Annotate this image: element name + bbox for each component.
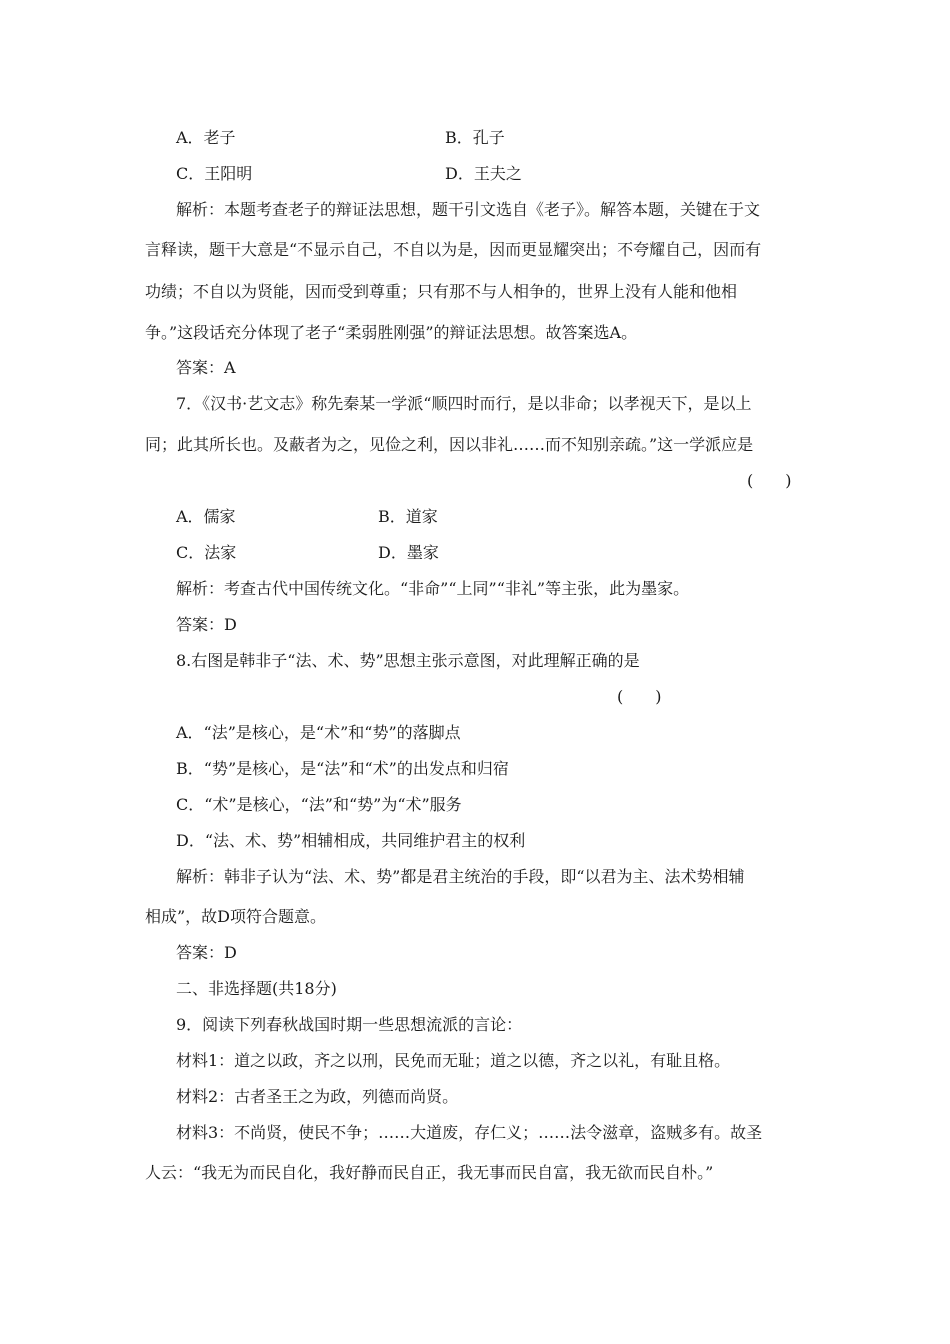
q6-option-d: D．王夫之 [445, 164, 522, 183]
q7-stem-line: 7．《汉书·艺文志》称先秦某一学派“顺四时而行，是以非命；以孝视天下，是以上 [176, 394, 752, 413]
q6-option-c: C．王阳明 [176, 164, 253, 183]
q7-option-b: B．道家 [378, 507, 438, 526]
q7-analysis: 解析：考查古代中国传统文化。“非命”“上同”“非礼”等主张，此为墨家。 [176, 579, 690, 598]
q9-material-3-continued: 人云：“我无为而民自化，我好静而民自正，我无事而民自富，我无欲而民自朴。” [145, 1163, 714, 1182]
q8-analysis-line: 相成”，故D项符合题意。 [145, 907, 327, 926]
q8-answer-bracket: ( ) [617, 687, 662, 706]
q8-stem: 8.右图是韩非子“法、术、势”思想主张示意图，对此理解正确的是 [176, 651, 640, 670]
q9-material-3: 材料3：不尚贤，使民不争；……大道废，存仁义；……法令滋章，盗贼多有。故圣 [176, 1123, 763, 1142]
q7-answer-bracket: ( ) [747, 471, 792, 490]
q9-material-1: 材料1：道之以政，齐之以刑，民免而无耻；道之以德，齐之以礼，有耻且格。 [176, 1051, 731, 1070]
q7-option-c: C．法家 [176, 543, 237, 562]
q9-stem: 9．阅读下列春秋战国时期一些思想流派的言论： [176, 1015, 523, 1034]
q7-stem-line: 同；此其所长也。及蔽者为之，见俭之利，因以非礼……而不知别亲疏。”这一学派应是 [145, 435, 754, 454]
q8-option-b: B．“势”是核心，是“法”和“术”的出发点和归宿 [176, 759, 509, 778]
q7-option-a: A．儒家 [176, 507, 236, 526]
q8-option-d: D．“法、术、势”相辅相成，共同维护君主的权利 [176, 831, 526, 850]
q6-analysis-line: 功绩；不自以为贤能，因而受到尊重；只有那不与人相争的，世界上没有人能和他相 [145, 282, 738, 301]
q6-option-b: B．孔子 [445, 128, 505, 147]
q8-option-a: A．“法”是核心，是“术”和“势”的落脚点 [176, 723, 461, 742]
q8-option-c: C．“术”是核心，“法”和“势”为“术”服务 [176, 795, 462, 814]
q9-material-2: 材料2：古者圣王之为政，列德而尚贤。 [176, 1087, 459, 1106]
section-heading: 二、非选择题(共18分) [176, 979, 337, 998]
q7-answer: 答案：D [176, 615, 237, 634]
q6-analysis-line: 争。”这段话充分体现了老子“柔弱胜刚强”的辩证法思想。故答案选A。 [145, 323, 638, 342]
q8-answer: 答案：D [176, 943, 237, 962]
q8-analysis-line: 解析：韩非子认为“法、术、势”都是君主统治的手段，即“以君为主、法术势相辅 [176, 867, 745, 886]
q7-option-d: D．墨家 [378, 543, 439, 562]
q6-analysis-line: 解析：本题考查老子的辩证法思想，题干引文选自《老子》。解答本题，关键在于文 [176, 200, 761, 219]
q6-option-a: A．老子 [176, 128, 236, 147]
q6-answer: 答案：A [176, 358, 236, 377]
q6-analysis-line: 言释读，题干大意是“不显示自己，不自以为是，因而更显耀突出；不夸耀自己，因而有 [145, 240, 762, 259]
